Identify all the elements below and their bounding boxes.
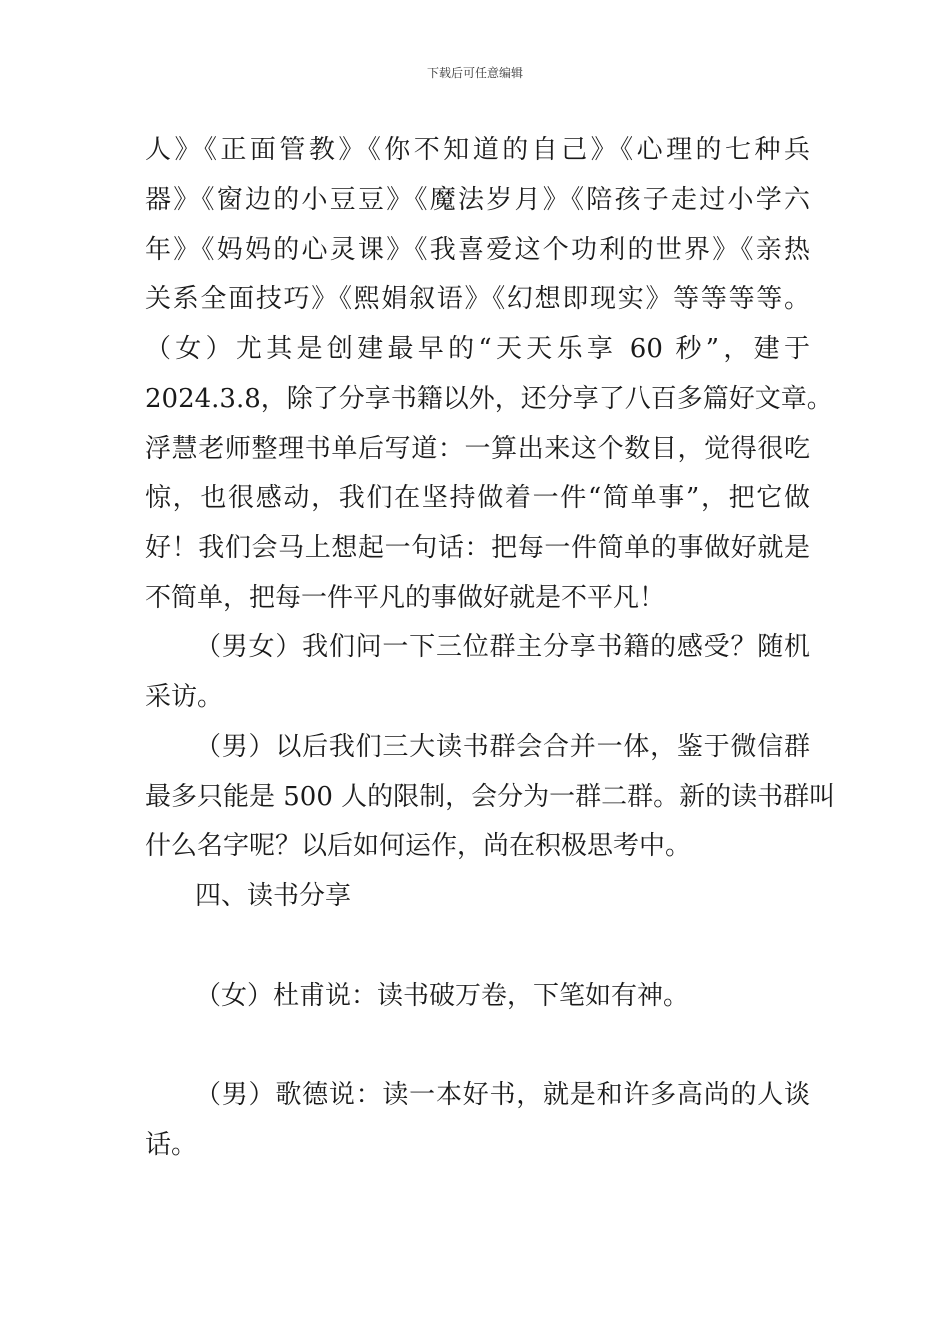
paragraph-line: 什么名字呢？以后如何运作，尚在积极思考中。 [145,831,692,861]
paragraph-line: 人》《正面管教》《你不知道的自己》《心理的七种兵 [145,135,810,165]
paragraph-line: （女）尤其是创建最早的“天天乐享 60 秒”，建于 [145,334,810,364]
paragraph-line: 好！我们会马上想起一句话：把每一件简单的事做好就是 [145,533,810,563]
paragraph-line: （男）歌德说：读一本好书，就是和许多高尚的人谈 [195,1080,810,1110]
paragraph-line: 采访。 [145,682,224,712]
paragraph-line: 惊，也很感动，我们在坚持做着一件“简单事”，把它做 [145,483,810,513]
paragraph-line: 2024.3.8，除了分享书籍以外，还分享了八百多篇好文章。 [145,384,833,414]
paragraph-line: （女）杜甫说：读书破万卷，下笔如有神。 [195,981,690,1011]
section-heading: 四、读书分享 [195,881,352,911]
page-header: 下载后可任意编辑 [426,66,523,80]
paragraph-line: 浮慧老师整理书单后写道：一算出来这个数目，觉得很吃 [145,434,810,464]
paragraph-line: （男）以后我们三大读书群会合并一体，鉴于微信群 [195,732,810,762]
paragraph-line: 年》《妈妈的心灵课》《我喜爱这个功利的世界》《亲热 [145,235,810,265]
paragraph-line: 器》《窗边的小豆豆》《魔法岁月》《陪孩子走过小学六 [145,185,810,215]
paragraph-line: （男女）我们问一下三位群主分享书籍的感受？随机 [195,632,810,662]
paragraph-line: 话。 [145,1130,198,1160]
paragraph-line: 关系全面技巧》《熙娟叙语》《幻想即现实》等等等等。 [145,284,810,314]
paragraph-line: 不简单，把每一件平凡的事做好就是不平凡！ [145,583,666,613]
paragraph-line: 最多只能是 500 人的限制，会分为一群二群。新的读书群叫 [145,782,836,812]
